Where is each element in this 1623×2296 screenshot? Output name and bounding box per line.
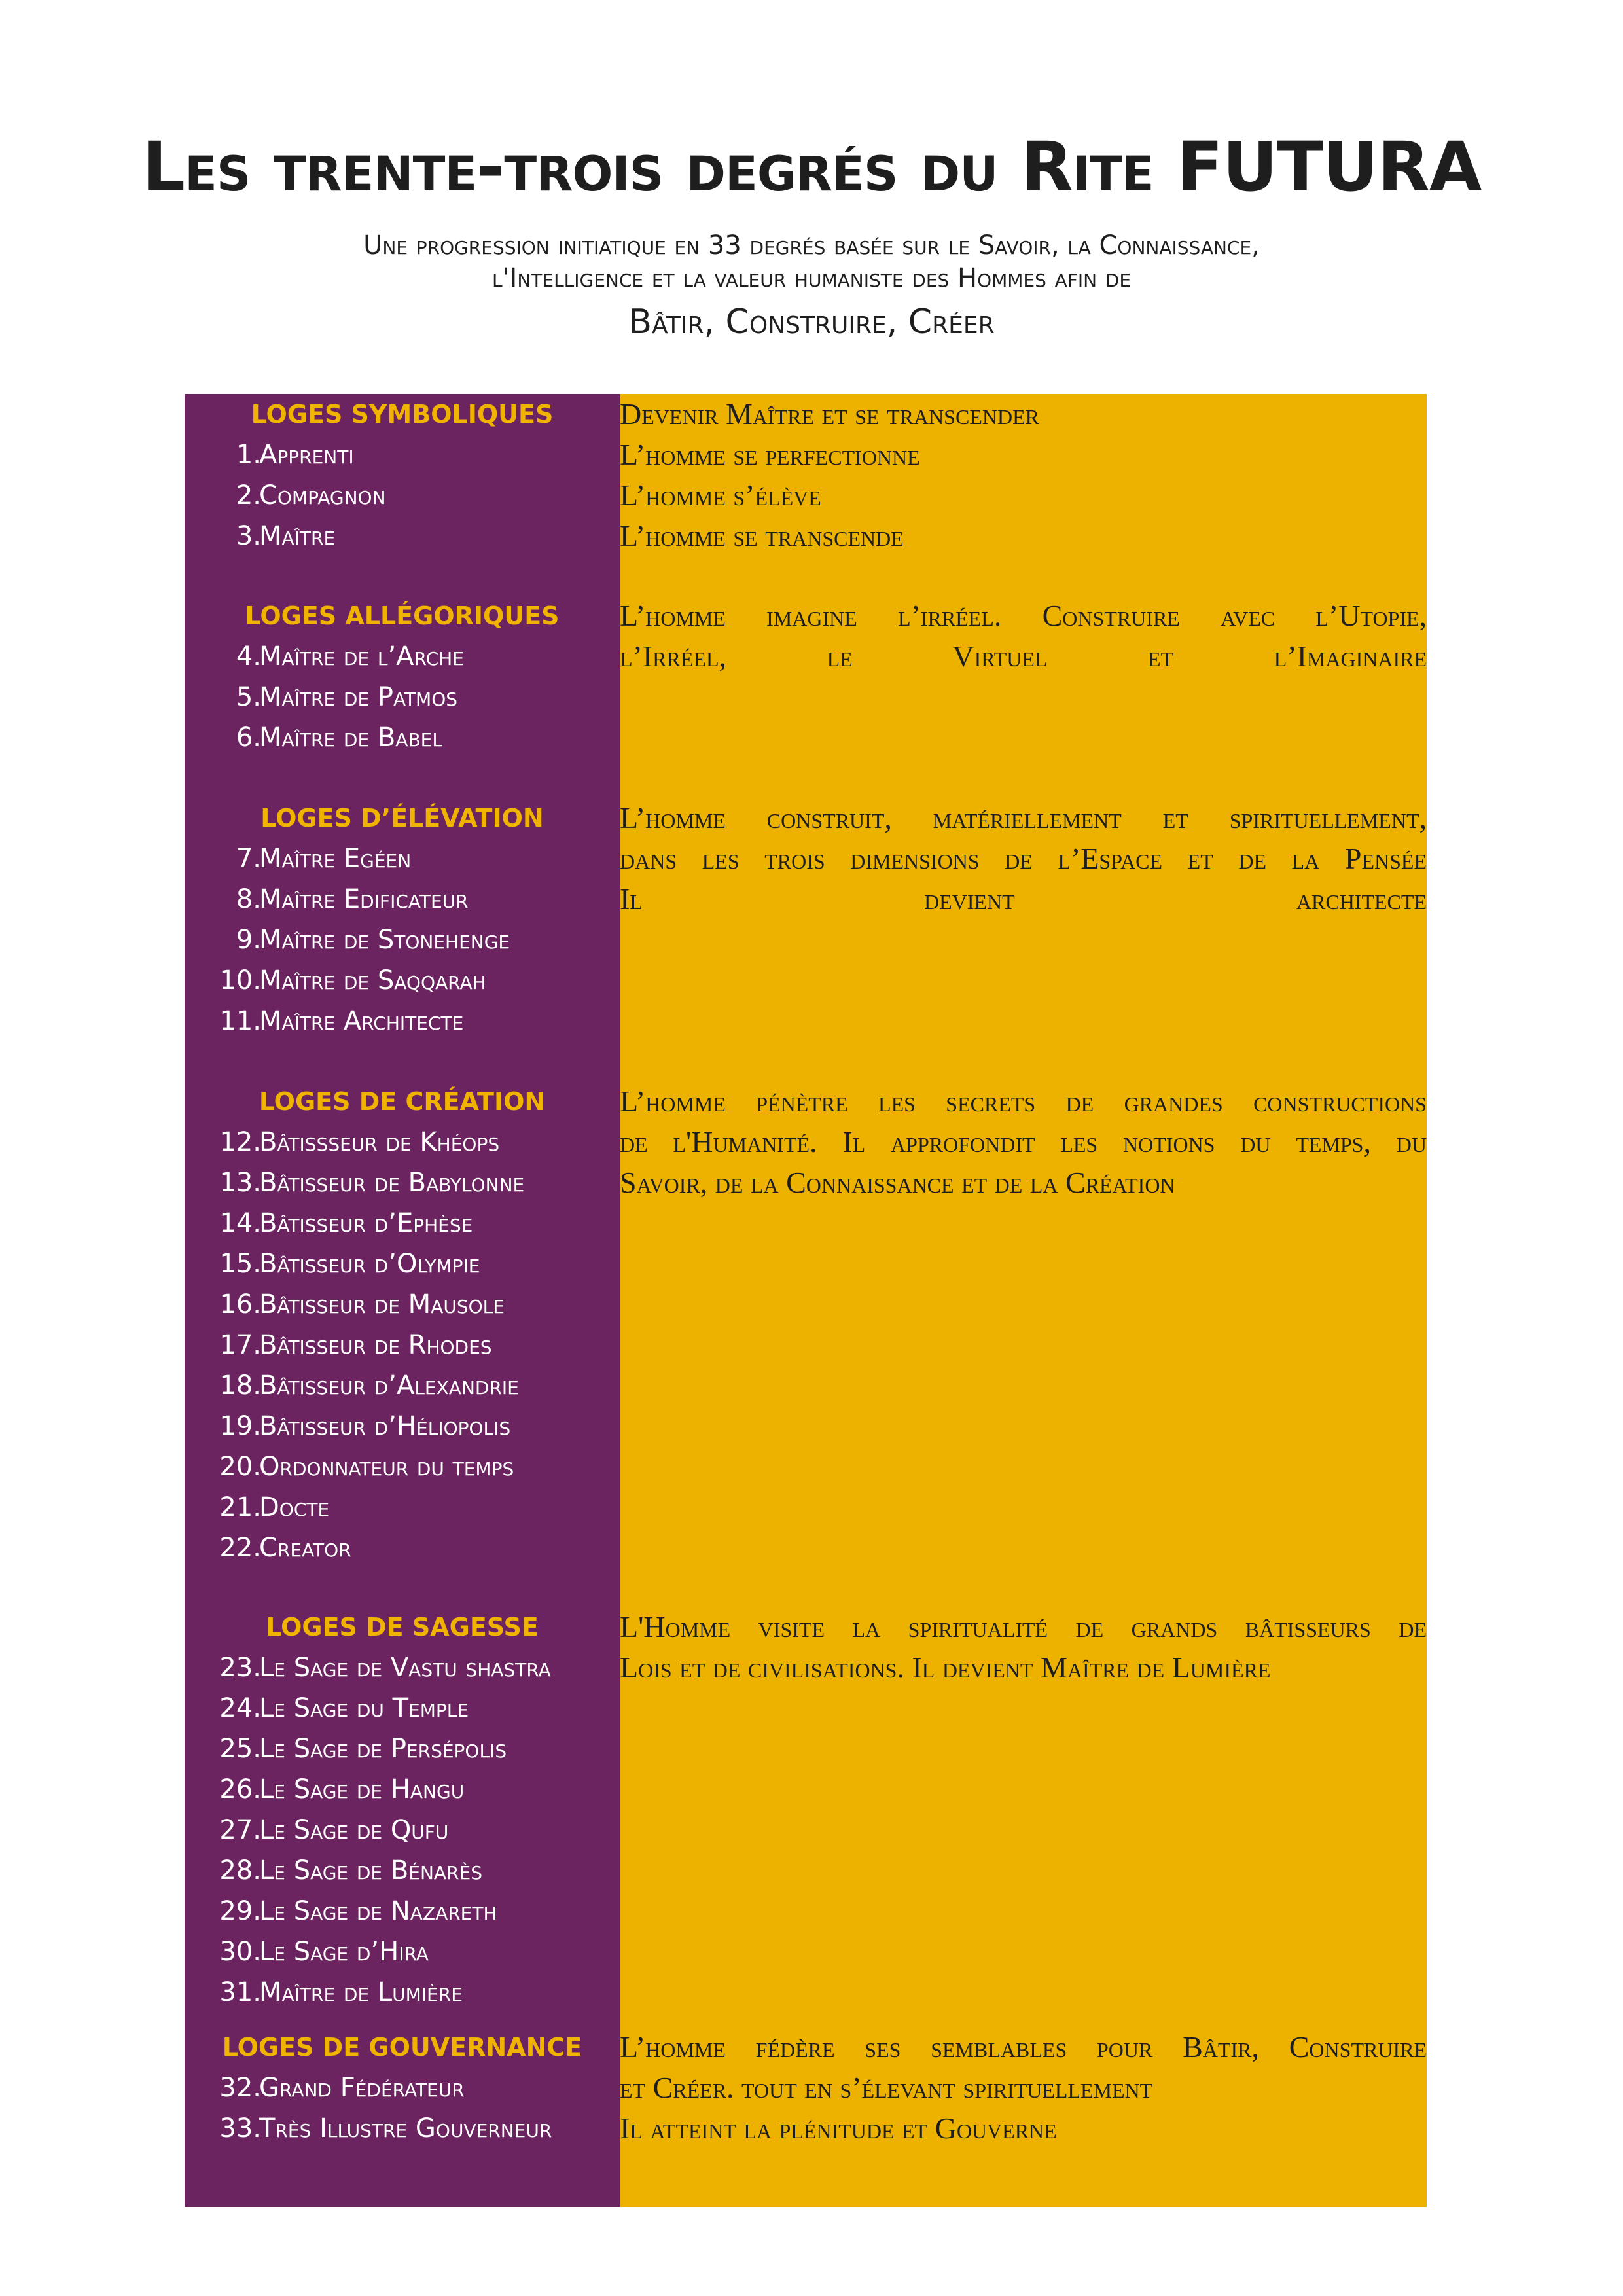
degree-label: Maître	[259, 521, 336, 551]
degree-item	[185, 636, 620, 677]
degree-label: Bâtisseur de Babylonne	[259, 1168, 525, 1198]
degree-label: Le Sage de Hangu	[259, 1774, 465, 1804]
degree-number: 3.	[236, 521, 261, 551]
degree-number: 10.	[219, 965, 261, 996]
degree-label: Maître de Babel	[259, 723, 442, 753]
degree-item	[185, 838, 620, 879]
section-heading: LOGES DE CRÉATION	[259, 1087, 546, 1116]
description-line: L’homme construit, matériellement et spirituellement,	[620, 801, 1427, 834]
degree-label: Maître de Saqqarah	[259, 965, 486, 996]
degree-label: Le Sage de Persépolis	[259, 1734, 507, 1764]
page-title	[0, 124, 1623, 209]
degree-item	[185, 2108, 620, 2149]
degree-item	[185, 1891, 620, 1931]
description-line: L’homme imagine l’irréel. Construire avec l’Utopie,	[620, 599, 1427, 632]
degree-label: Maître Edificateur	[259, 884, 469, 914]
degree-number: 33.	[219, 2113, 261, 2144]
degree-number: 4.	[236, 641, 261, 672]
degree-label: Creator	[259, 1533, 351, 1563]
degree-number: 20.	[219, 1452, 261, 1482]
degree-item	[185, 435, 620, 475]
degree-label: Apprenti	[259, 440, 354, 470]
degree-number: 30.	[219, 1937, 261, 1967]
section-heading: LOGES DE SAGESSE	[266, 1613, 539, 1641]
degree-label: Grand Fédérateur	[259, 2073, 465, 2103]
degree-item	[185, 960, 620, 1001]
description-line: L’homme s’élève	[620, 478, 821, 512]
degree-item	[185, 717, 620, 758]
degree-label: Bâtisseur d’Ephèse	[259, 1208, 473, 1238]
degree-label: Bâtisseur de Mausole	[259, 1289, 505, 1319]
degree-number: 15.	[219, 1249, 261, 1279]
degree-number: 2.	[236, 480, 261, 511]
degree-item	[185, 1487, 620, 1528]
degree-label: Le Sage de Nazareth	[259, 1896, 497, 1926]
description-line: L’homme fédère ses semblables pour Bâtir, Construire	[620, 2030, 1427, 2064]
degree-number: 14.	[219, 1208, 261, 1238]
degree-item	[185, 1406, 620, 1446]
degree-label: Le Sage de Bénarès	[259, 1856, 482, 1886]
degree-label: Maître Architecte	[259, 1006, 464, 1036]
degree-item	[185, 1446, 620, 1487]
degree-label: Compagnon	[259, 480, 386, 511]
degree-number: 11.	[219, 1006, 261, 1036]
degree-number: 7.	[236, 844, 261, 874]
degree-item	[185, 879, 620, 920]
degree-item	[185, 1162, 620, 1203]
degree-label: Maître de Stonehenge	[259, 925, 510, 955]
degree-label: Docte	[259, 1492, 330, 1522]
description-line: Savoir, de la Connaissance et de la Création	[620, 1166, 1175, 1199]
degree-item	[185, 1528, 620, 1568]
title-lead: Les trente-trois degrés du Rite	[141, 127, 1154, 207]
degree-number: 17.	[219, 1330, 261, 1360]
degree-item	[185, 1810, 620, 1850]
degree-item	[185, 2068, 620, 2108]
degree-label: Bâtisseur d’Héliopolis	[259, 1411, 511, 1441]
degree-number: 27.	[219, 1815, 261, 1845]
degree-item	[185, 1972, 620, 2013]
degree-item	[185, 516, 620, 556]
degree-item	[185, 1325, 620, 1365]
degree-item	[185, 1001, 620, 1041]
description-line: dans les trois dimensions de l’Espace et de la Pensée	[620, 842, 1427, 875]
degree-item	[185, 677, 620, 717]
degree-number: 25.	[219, 1734, 261, 1764]
description-line: L'Homme visite la spiritualité de grands bâtisseurs de	[620, 1610, 1427, 1643]
section-description	[620, 596, 1427, 677]
section-heading: LOGES SYMBOLIQUES	[251, 400, 554, 429]
degree-item	[185, 1850, 620, 1891]
description-line: Lois et de civilisations. Il devient Maître de Lumière	[620, 1651, 1271, 1684]
degree-number: 8.	[236, 884, 261, 914]
degree-label: Le Sage de Qufu	[259, 1815, 449, 1845]
section-heading: LOGES DE GOUVERNANCE	[222, 2033, 582, 2062]
degree-item	[185, 1647, 620, 1688]
degree-label: Bâtisseur de Rhodes	[259, 1330, 492, 1360]
section-description	[620, 1607, 1427, 1688]
degree-label: Ordonnateur du temps	[259, 1452, 514, 1482]
degree-number: 29.	[219, 1896, 261, 1926]
degree-number: 21.	[219, 1492, 261, 1522]
degree-item	[185, 1284, 620, 1325]
degree-number: 6.	[236, 723, 261, 753]
degree-number: 22.	[219, 1533, 261, 1563]
degree-label: Très Illustre Gouverneur	[259, 2113, 552, 2144]
degree-number: 18.	[219, 1371, 261, 1401]
degree-item	[185, 1729, 620, 1769]
degree-number: 24.	[219, 1693, 261, 1723]
description-line: L’homme se perfectionne	[620, 438, 920, 471]
degree-item	[185, 1688, 620, 1729]
degree-item	[185, 475, 620, 516]
section-description	[620, 798, 1427, 920]
section-description	[620, 2027, 1427, 2149]
section-heading: LOGES ALLÉGORIQUES	[245, 601, 560, 630]
description-line: de l'Humanité. Il approfondit les notions du temps, du	[620, 1125, 1427, 1158]
degree-label: Le Sage d’Hira	[259, 1937, 429, 1967]
degree-label: Le Sage de Vastu shastra	[259, 1653, 551, 1683]
section-heading: LOGES D’ÉLÉVATION	[260, 804, 544, 833]
degree-item	[185, 1931, 620, 1972]
section-description	[620, 394, 1427, 556]
degree-label: Bâtisseur d’Olympie	[259, 1249, 480, 1279]
degree-number: 13.	[219, 1168, 261, 1198]
degree-label: Maître de Lumière	[259, 1977, 463, 2007]
description-line: L’homme se transcende	[620, 519, 904, 552]
subtitle-line-1: Une progression initiatique en 33 degrés basée sur le Savoir, la Connaissance,	[363, 230, 1260, 260]
title-tail: FUTURA	[1176, 127, 1482, 207]
degree-label: Maître de Patmos	[259, 682, 458, 712]
description-line: Il atteint la plénitude et Gouverne	[620, 2111, 1057, 2145]
subtitle-line-2: l'Intelligence et la valeur humaniste des Hommes afin de	[491, 263, 1132, 293]
degree-number: 23.	[219, 1653, 261, 1683]
subtitle-line-3: Bâtir, Construire, Créer	[628, 302, 995, 342]
degree-label: Bâtissseur de Khéops	[259, 1127, 500, 1157]
description-line: et Créer. tout en s’élevant spirituellement	[620, 2071, 1153, 2104]
degree-item	[185, 1244, 620, 1284]
degree-item	[185, 1365, 620, 1406]
degree-item	[185, 920, 620, 960]
degree-label: Le Sage du Temple	[259, 1693, 469, 1723]
degree-item	[185, 1203, 620, 1244]
degree-number: 19.	[219, 1411, 261, 1441]
degree-number: 9.	[236, 925, 261, 955]
degree-label: Maître Egéen	[259, 844, 412, 874]
degree-number: 31.	[219, 1977, 261, 2007]
degree-number: 1.	[236, 440, 261, 470]
section-description	[620, 1081, 1427, 1203]
description-line: l’Irréel, le Virtuel et l’Imaginaire	[620, 639, 1427, 673]
description-line: Devenir Maître et se transcender	[620, 397, 1039, 431]
description-line: L’homme pénètre les secrets de grandes constructions	[620, 1085, 1427, 1118]
degree-number: 32.	[219, 2073, 261, 2103]
degree-number: 5.	[236, 682, 261, 712]
degree-item	[185, 1769, 620, 1810]
degree-number: 28.	[219, 1856, 261, 1886]
degree-number: 12.	[219, 1127, 261, 1157]
degree-number: 16.	[219, 1289, 261, 1319]
degree-item	[185, 1122, 620, 1162]
description-line: Il devient architecte	[620, 882, 1427, 916]
degree-label: Maître de l’Arche	[259, 641, 464, 672]
degree-label: Bâtisseur d’Alexandrie	[259, 1371, 519, 1401]
degree-number: 26.	[219, 1774, 261, 1804]
